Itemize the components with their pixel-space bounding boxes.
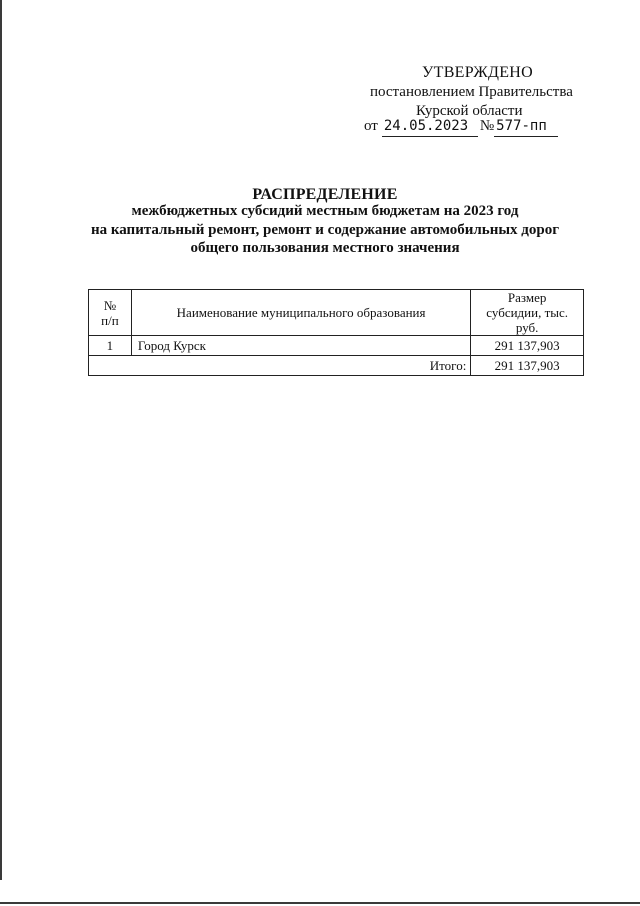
header-amount-line-2: субсидии, тыс. (486, 305, 569, 320)
header-amount-line-1: Размер (507, 290, 547, 305)
region-line: Курской области (416, 103, 523, 119)
decree-line: постановлением Правительства (370, 84, 573, 100)
header-subsidy-amount (471, 290, 584, 336)
row-municipality-name: Город Курск (131, 336, 470, 356)
date-prefix: от (364, 118, 378, 134)
header-amount-line-3: руб. (515, 320, 539, 335)
scan-edge-left (0, 0, 2, 880)
decree-date: 24.05.2023 (382, 117, 478, 137)
total-amount: 291 137,903 (471, 356, 584, 376)
header-number-line-2: п/п (101, 312, 119, 328)
total-label: Итого: (89, 356, 471, 376)
decree-date-number-line (364, 117, 558, 137)
table-total-row (89, 356, 584, 376)
row-number: 1 (89, 336, 132, 356)
row-subsidy-amount: 291 137,903 (471, 336, 584, 356)
document-title: РАСПРЕДЕЛЕНИЕ (252, 186, 398, 203)
header-number (89, 290, 132, 336)
table-row (89, 336, 584, 356)
document-subtitle-line-2: на капитальный ремонт, ремонт и содержание автомобильных дорог (90, 222, 560, 238)
approved-title: УТВЕРЖДЕНО (422, 64, 534, 81)
document-subtitle-line-3: общего пользования местного значения (190, 240, 460, 256)
header-municipality-name: Наименование муниципального образования (131, 290, 470, 336)
header-number-line-1: № (103, 297, 117, 313)
scan-edge-bottom (0, 902, 640, 904)
number-prefix: № (479, 118, 495, 134)
table-header-row (89, 290, 584, 336)
document-subtitle-line-1: межбюджетных субсидий местным бюджетам на 2023 год (131, 203, 519, 219)
subsidy-distribution-table (88, 289, 584, 376)
decree-number: 577-пп (494, 117, 558, 137)
